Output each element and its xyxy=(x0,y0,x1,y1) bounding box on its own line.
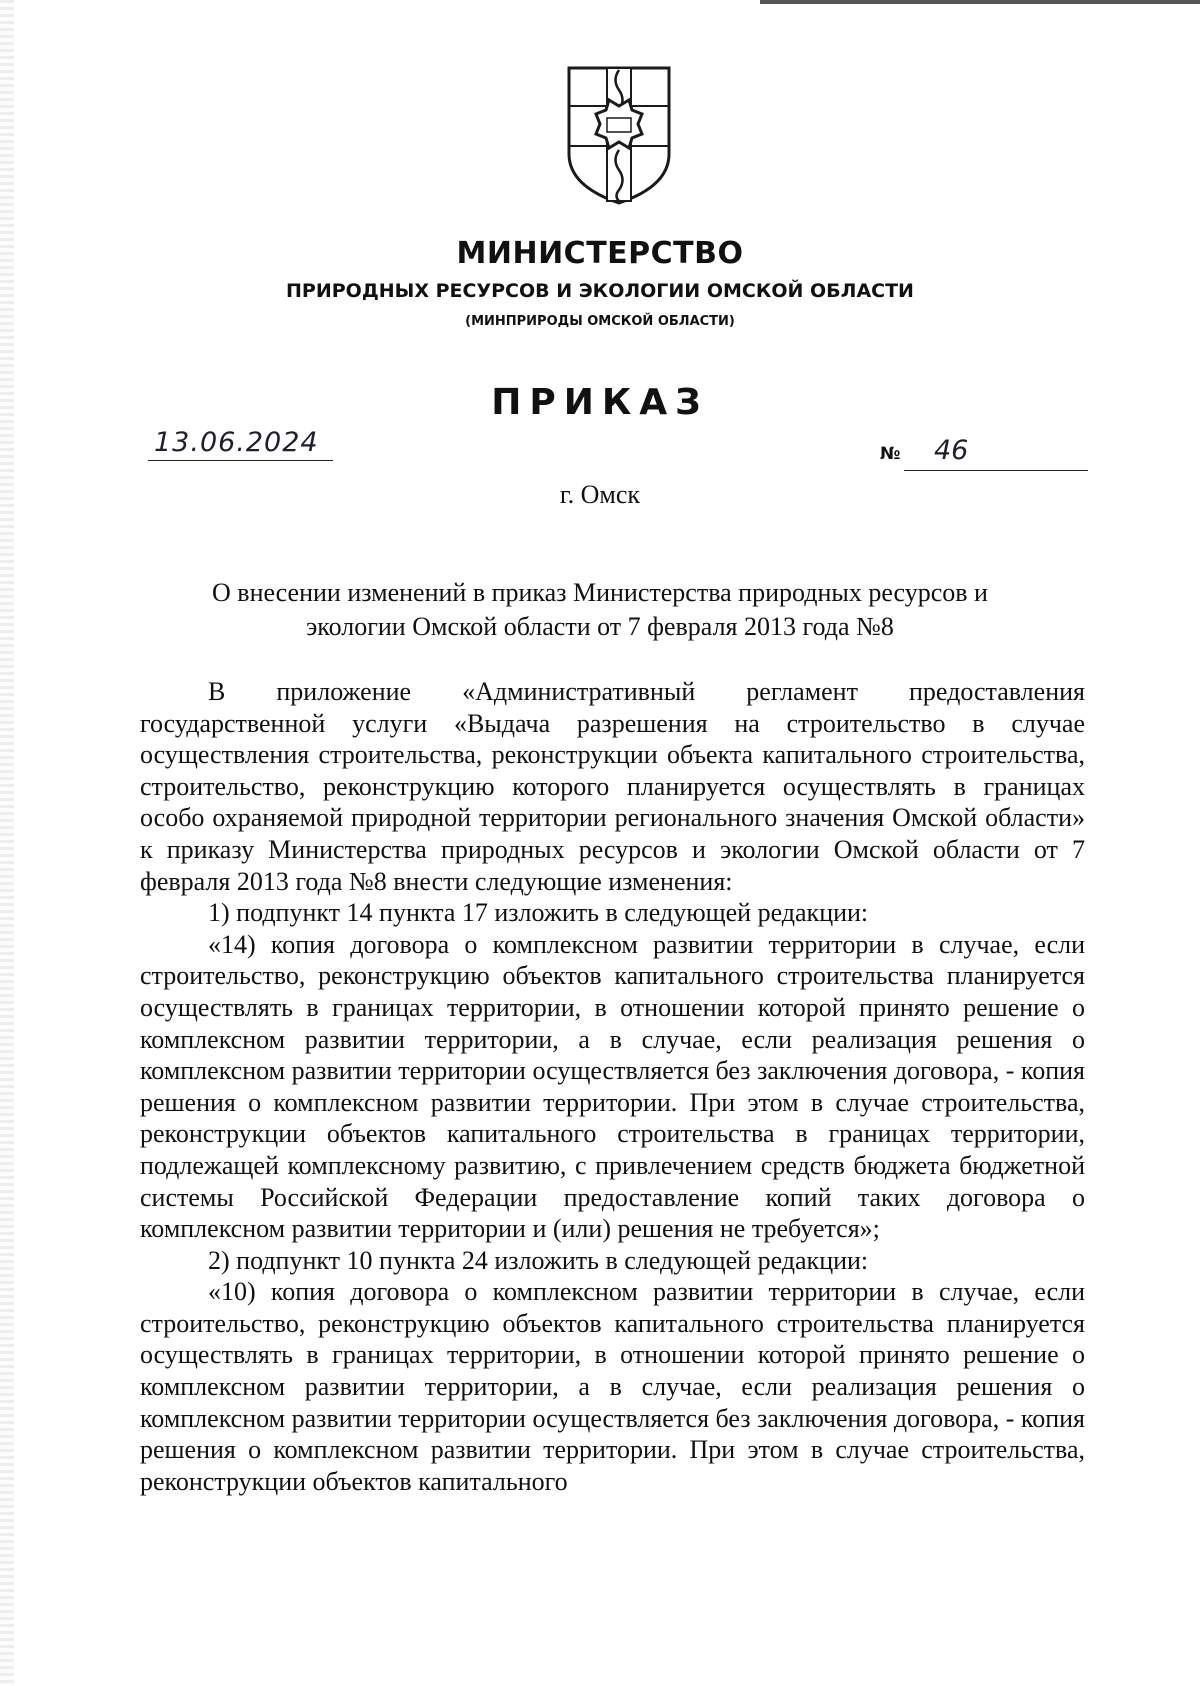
org-short-name: (МИНПРИРОДЫ ОМСКОЙ ОБЛАСТИ) xyxy=(465,314,735,329)
order-body xyxy=(140,676,1085,1497)
order-subject xyxy=(140,576,1060,644)
order-number-label: № xyxy=(880,444,901,464)
body-paragraph: 1) подпункт 14 пункта 17 изложить в следующей редакции: xyxy=(208,898,869,928)
document-type-title: ПРИКАЗ xyxy=(491,382,709,423)
order-number-field xyxy=(904,428,1088,471)
body-paragraph: «10) копия договора о комплексном развитии территории в случае, если строительство, реконструкцию объектов капитального строительства планируется осуществлять в границах территории, в отношении которой принято решение о комплексном развитии территории, а в случае, если реализация решения о комплексном развитии территории осуществляется без заключения договора, - копия решения о комплексном развитии территории. При этом в случае строительства, реконструкции объектов капитального xyxy=(140,1277,1085,1496)
org-subtitle: ПРИРОДНЫХ РЕСУРСОВ И ЭКОЛОГИИ ОМСКОЙ ОБЛАСТИ xyxy=(286,280,914,302)
city: г. Омск xyxy=(559,480,641,509)
body-paragraph: «14) копия договора о комплексном развитии территории в случае, если строительство, реконструкцию объектов капитального строительства планируется осуществлять в границах территории, в отношении которой принято решение о комплексном развитии территории, а в случае, если реализация решения о комплексном развитии территории осуществляется без заключения договора, - копия решения о комплексном развитии территории. При этом в случае строительства, реконструкции объектов капитального строительства в границах территории, подлежащей комплексному развитию, с привлечением средств бюджета бюджетной системы Российской Федерации предоставление копий таких договора о комплексном развитии территории и (или) решения не требуется»; xyxy=(140,929,1085,1244)
subject-line: экологии Омской области от 7 февраля 2013 года №8 xyxy=(306,612,894,641)
order-number: 46 xyxy=(934,435,969,466)
body-paragraph: 2) подпункт 10 пункта 24 изложить в следующей редакции: xyxy=(208,1245,869,1275)
order-date-field xyxy=(148,420,333,461)
order-date: 13.06.2024 xyxy=(154,427,319,458)
org-name: МИНИСТЕРСТВО xyxy=(456,236,744,271)
scan-edge-top xyxy=(760,0,1200,4)
coat-of-arms-icon xyxy=(566,66,672,206)
body-paragraph: В приложение «Административный регламент предоставления государственной услуги «Выдача разрешения на строительство в случае осуществления строительства, реконструкции объекта капитального строительства, строительство, реконструкцию которого планируется осуществлять в границах особо охраняемой природной территории регионального значения Омской области» к приказу Министерства природных ресурсов и экологии Омской области от 7 февраля 2013 года №8 внести следующие изменения: xyxy=(140,677,1085,896)
subject-line: О внесении изменений в приказ Министерства природных ресурсов и xyxy=(212,578,988,607)
